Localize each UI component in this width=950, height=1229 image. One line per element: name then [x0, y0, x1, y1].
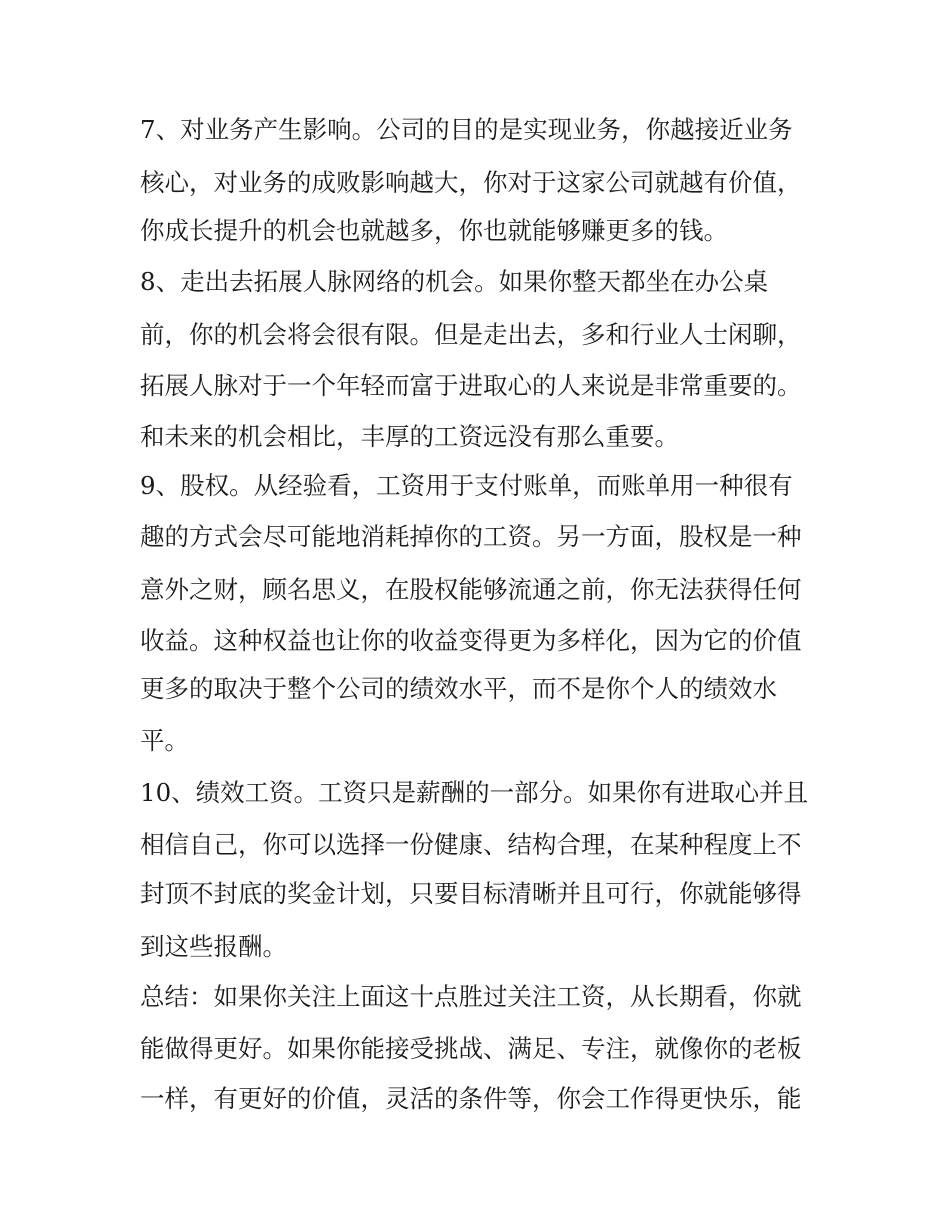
- text-line: 更多的取决于整个公司的绩效水平，而不是你个人的绩效水: [140, 674, 777, 703]
- text-line: 7、对业务产生影响。公司的目的是实现业务，你越接近业务: [140, 115, 793, 144]
- text-line: 意外之财，顾名思义，在股权能够流通之前，你无法获得任何: [140, 575, 802, 604]
- text-line: 10、绩效工资。工资只是薪酬的一部分。如果你有进取心并且: [140, 778, 809, 807]
- text-line: 趣的方式会尽可能地消耗掉你的工资。另一方面，股权是一种: [140, 522, 802, 551]
- text-line: 相信自己，你可以选择一份健康、结构合理，在某种程度上不: [140, 830, 802, 859]
- text-line: 一样，有更好的价值，灵活的条件等，你会工作得更快乐，能: [140, 1084, 802, 1113]
- text-line: 和未来的机会相比，丰厚的工资远没有那么重要。: [140, 422, 679, 451]
- text-line: 核心，对业务的成败影响越大，你对于这家公司就越有价值，: [140, 168, 802, 197]
- text-line: 拓展人脉对于一个年轻而富于进取心的人来说是非常重要的。: [140, 371, 802, 400]
- text-line: 平。: [140, 726, 189, 755]
- text-line: 封顶不封底的奖金计划，只要目标清晰并且可行，你就能够得: [140, 879, 802, 908]
- text-line: 能做得更好。如果你能接受挑战、满足、专注，就像你的老板: [140, 1034, 802, 1063]
- text-line: 到这些报酬。: [140, 932, 287, 961]
- text-line: 8、走出去拓展人脉网络的机会。如果你整天都坐在办公桌: [140, 267, 769, 296]
- text-line: 前，你的机会将会很有限。但是走出去，多和行业人士闲聊，: [140, 320, 802, 349]
- text-line: 收益。这种权益也让你的收益变得更为多样化，因为它的价值: [140, 626, 802, 655]
- text-line: 总结：如果你关注上面这十点胜过关注工资，从长期看，你就: [140, 982, 802, 1011]
- text-line: 你成长提升的机会也就越多，你也就能够赚更多的钱。: [140, 216, 728, 245]
- text-line: 9、股权。从经验看，工资用于支付账单，而账单用一种很有: [140, 471, 793, 500]
